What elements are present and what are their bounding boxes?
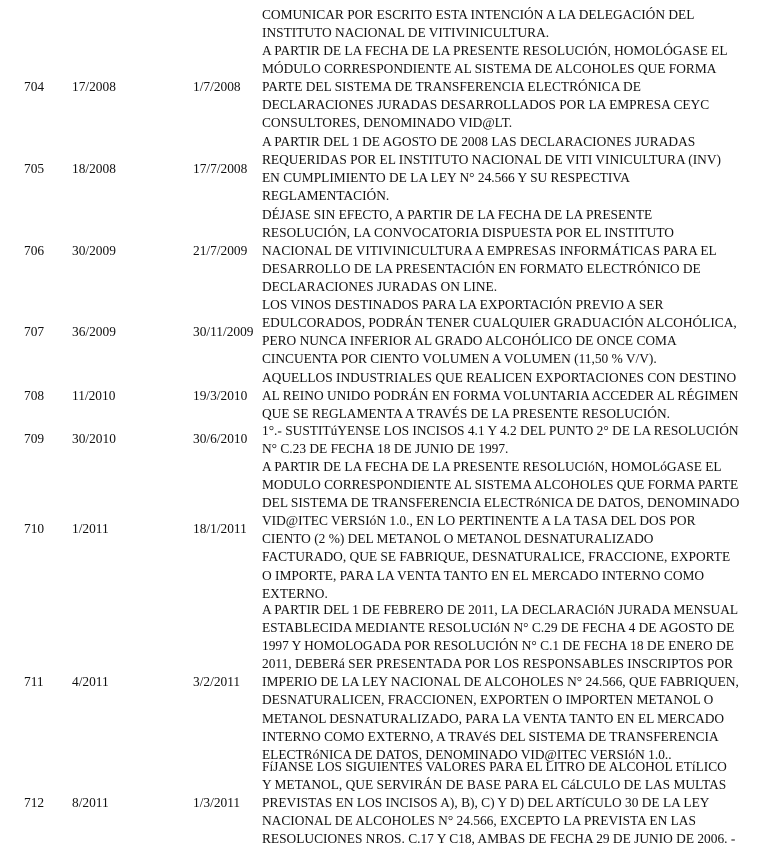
row-text: AQUELLOS INDUSTRIALES QUE REALICEN EXPORTACIONES CON DESTINO AL REINO UNIDO PODRÁN EN FORMA VOLUNTARIA ACCEDER AL RÉGIMEN QUE SE REGLAMENTA A TRAVÉS DE LA PRESENTE RESOLUCIÓN.: [262, 370, 739, 422]
row-number: 704: [24, 79, 45, 94]
row-text: A PARTIR DE LA FECHA DE LA PRESENTE RESOLUCIÓN, HOMOLÓGASE EL MÓDULO CORRESPONDIENTE AL SISTEMA DE ALCOHOLES QUE FORMA PARTE DEL SISTEMA DE TRANSFERENCIA ELECTRÓNICA DE DECLARACIONES JURADAS DESARROLLADOS POR LA EMPRESA CEYC CONSULTORES, DENOMINADO VID@LT.: [262, 43, 728, 131]
row-date: 1/3/2011: [193, 795, 241, 810]
resolution-number: 17/2008: [72, 79, 116, 94]
resolution-number: 30/2009: [72, 243, 116, 258]
row-text: 1°.- SUSTITúYENSE LOS INCISOS 4.1 Y 4.2 DEL PUNTO 2° DE LA RESOLUCIÓN N° C.23 DE FECHA 18 DE JUNIO DE 1997.: [262, 423, 739, 457]
row-date: 17/7/2008: [193, 161, 248, 176]
row-number: 707: [24, 324, 45, 339]
resolution-number: 11/2010: [72, 388, 116, 403]
row-date: 21/7/2009: [193, 243, 248, 258]
row-number: 710: [24, 521, 45, 536]
row-number: 706: [24, 243, 45, 258]
row-text: FíJANSE LOS SIGUIENTES VALORES PARA EL LITRO DE ALCOHOL ETíLICO Y METANOL, QUE SERVIRÁN DE BASE PARA EL CáLCULO DE LAS MULTAS PREVISTAS EN LOS INCISOS A), B), C) Y D) DEL ARTíCULO 30 DE LA LEY NACIONAL DE ALCOHOLES N° 24.566, EXCEPTO LA PREVISTA EN LAS RESOLUCIONES NROS. C.17 Y C18, AMBAS DE FECHA 29 DE JUNIO DE 2006. -: [262, 759, 736, 847]
row-date: 30/6/2010: [193, 431, 248, 446]
row-text: LOS VINOS DESTINADOS PARA LA EXPORTACIÓN PREVIO A SER EDULCORADOS, PODRÁN TENER CUALQUIER GRADUACIÓN ALCOHÓLICA, PERO NUNCA INFERIOR AL GRADO ALCOHÓLICO DE ONCE COMA CINCUENTA POR CIENTO VOLUMEN A VOLUMEN (11,50 % V/V).: [262, 297, 737, 367]
row-date: 18/1/2011: [193, 521, 247, 536]
resolution-number: 4/2011: [72, 674, 109, 689]
row-text: A PARTIR DEL 1 DE AGOSTO DE 2008 LAS DECLARACIONES JURADAS REQUERIDAS POR EL INSTITUTO NACIONAL DE VITI VINICULTURA (INV) EN CUMPLIMIENTO DE LA LEY N° 24.566 Y SU RESPECTIVA REGLAMENTACIÓN.: [262, 134, 721, 204]
resolution-number: 8/2011: [72, 795, 109, 810]
continuation-text: COMUNICAR POR ESCRITO ESTA INTENCIÓN A LA DELEGACIÓN DEL INSTITUTO NACIONAL DE VITIVINICULTURA.: [262, 7, 695, 41]
resolution-number: 30/2010: [72, 431, 116, 446]
row-text: A PARTIR DEL 1 DE FEBRERO DE 2011, LA DECLARACIóN JURADA MENSUAL ESTABLECIDA MEDIANTE RESOLUCIóN N° C.29 DE FECHA 4 DE AGOSTO DE 1997 Y HOMOLOGADA POR RESOLUCIÓN N° C.1 DE FECHA 18 DE ENERO DE 2011, DEBERá SER PRESENTADA POR LOS RESPONSABLES INSCRIPTOS POR IMPERIO DE LA LEY NACIONAL DE ALCOHOLES N° 24.566, QUE FABRIQUEN, DESNATURALICEN, FRACCIONEN, EXPORTEN O IMPORTEN METANOL O METANOL DESNATURALIZADO, PARA LA VENTA TANTO EN EL MERCADO INTERNO COMO EXTERNO, A TRAVéS DEL SISTEMA DE TRANSFERENCIA ELECTRóNICA DE DATOS, DENOMINADO VID@ITEC VERSIóN 1.0..: [262, 602, 739, 762]
row-text: DÉJASE SIN EFECTO, A PARTIR DE LA FECHA DE LA PRESENTE RESOLUCIÓN, LA CONVOCATORIA DISPUESTA POR EL INSTITUTO NACIONAL DE VITIVINICULTURA A EMPRESAS INFORMÁTICAS PARA EL DESARROLLO DE LA PRESENTACIÓN EN FORMATO ELECTRÓNICO DE DECLARACIONES JURADAS ON LINE.: [262, 207, 717, 295]
resolution-number: 36/2009: [72, 324, 116, 339]
row-number: 708: [24, 388, 45, 403]
row-date: 19/3/2010: [193, 388, 248, 403]
resolution-number: 1/2011: [72, 521, 109, 536]
row-number: 711: [24, 674, 44, 689]
row-number: 712: [24, 795, 45, 810]
row-date: 1/7/2008: [193, 79, 241, 94]
row-date: 30/11/2009: [193, 324, 254, 339]
row-text: A PARTIR DE LA FECHA DE LA PRESENTE RESOLUCIóN, HOMOLóGASE EL MODULO CORRESPONDIENTE AL SISTEMA ALCOHOLES QUE FORMA PARTE DEL SISTEMA DE TRANSFERENCIA ELECTRóNICA DE DATOS, DENOMINADO VID@ITEC VERSIóN 1.0., EN LO PERTINENTE A LA TASA DEL DOS POR CIENTO (2 %) DEL METANOL O METANOL DESNATURALIZADO FACTURADO, QUE SE FABRIQUE, DESNATURALICE, FRACCIONE, EXPORTE O IMPORTE, PARA LA VENTA TANTO EN EL MERCADO INTERNO COMO EXTERNO.: [262, 459, 740, 601]
row-number: 705: [24, 161, 45, 176]
resolution-number: 18/2008: [72, 161, 116, 176]
row-number: 709: [24, 431, 45, 446]
row-date: 3/2/2011: [193, 674, 241, 689]
